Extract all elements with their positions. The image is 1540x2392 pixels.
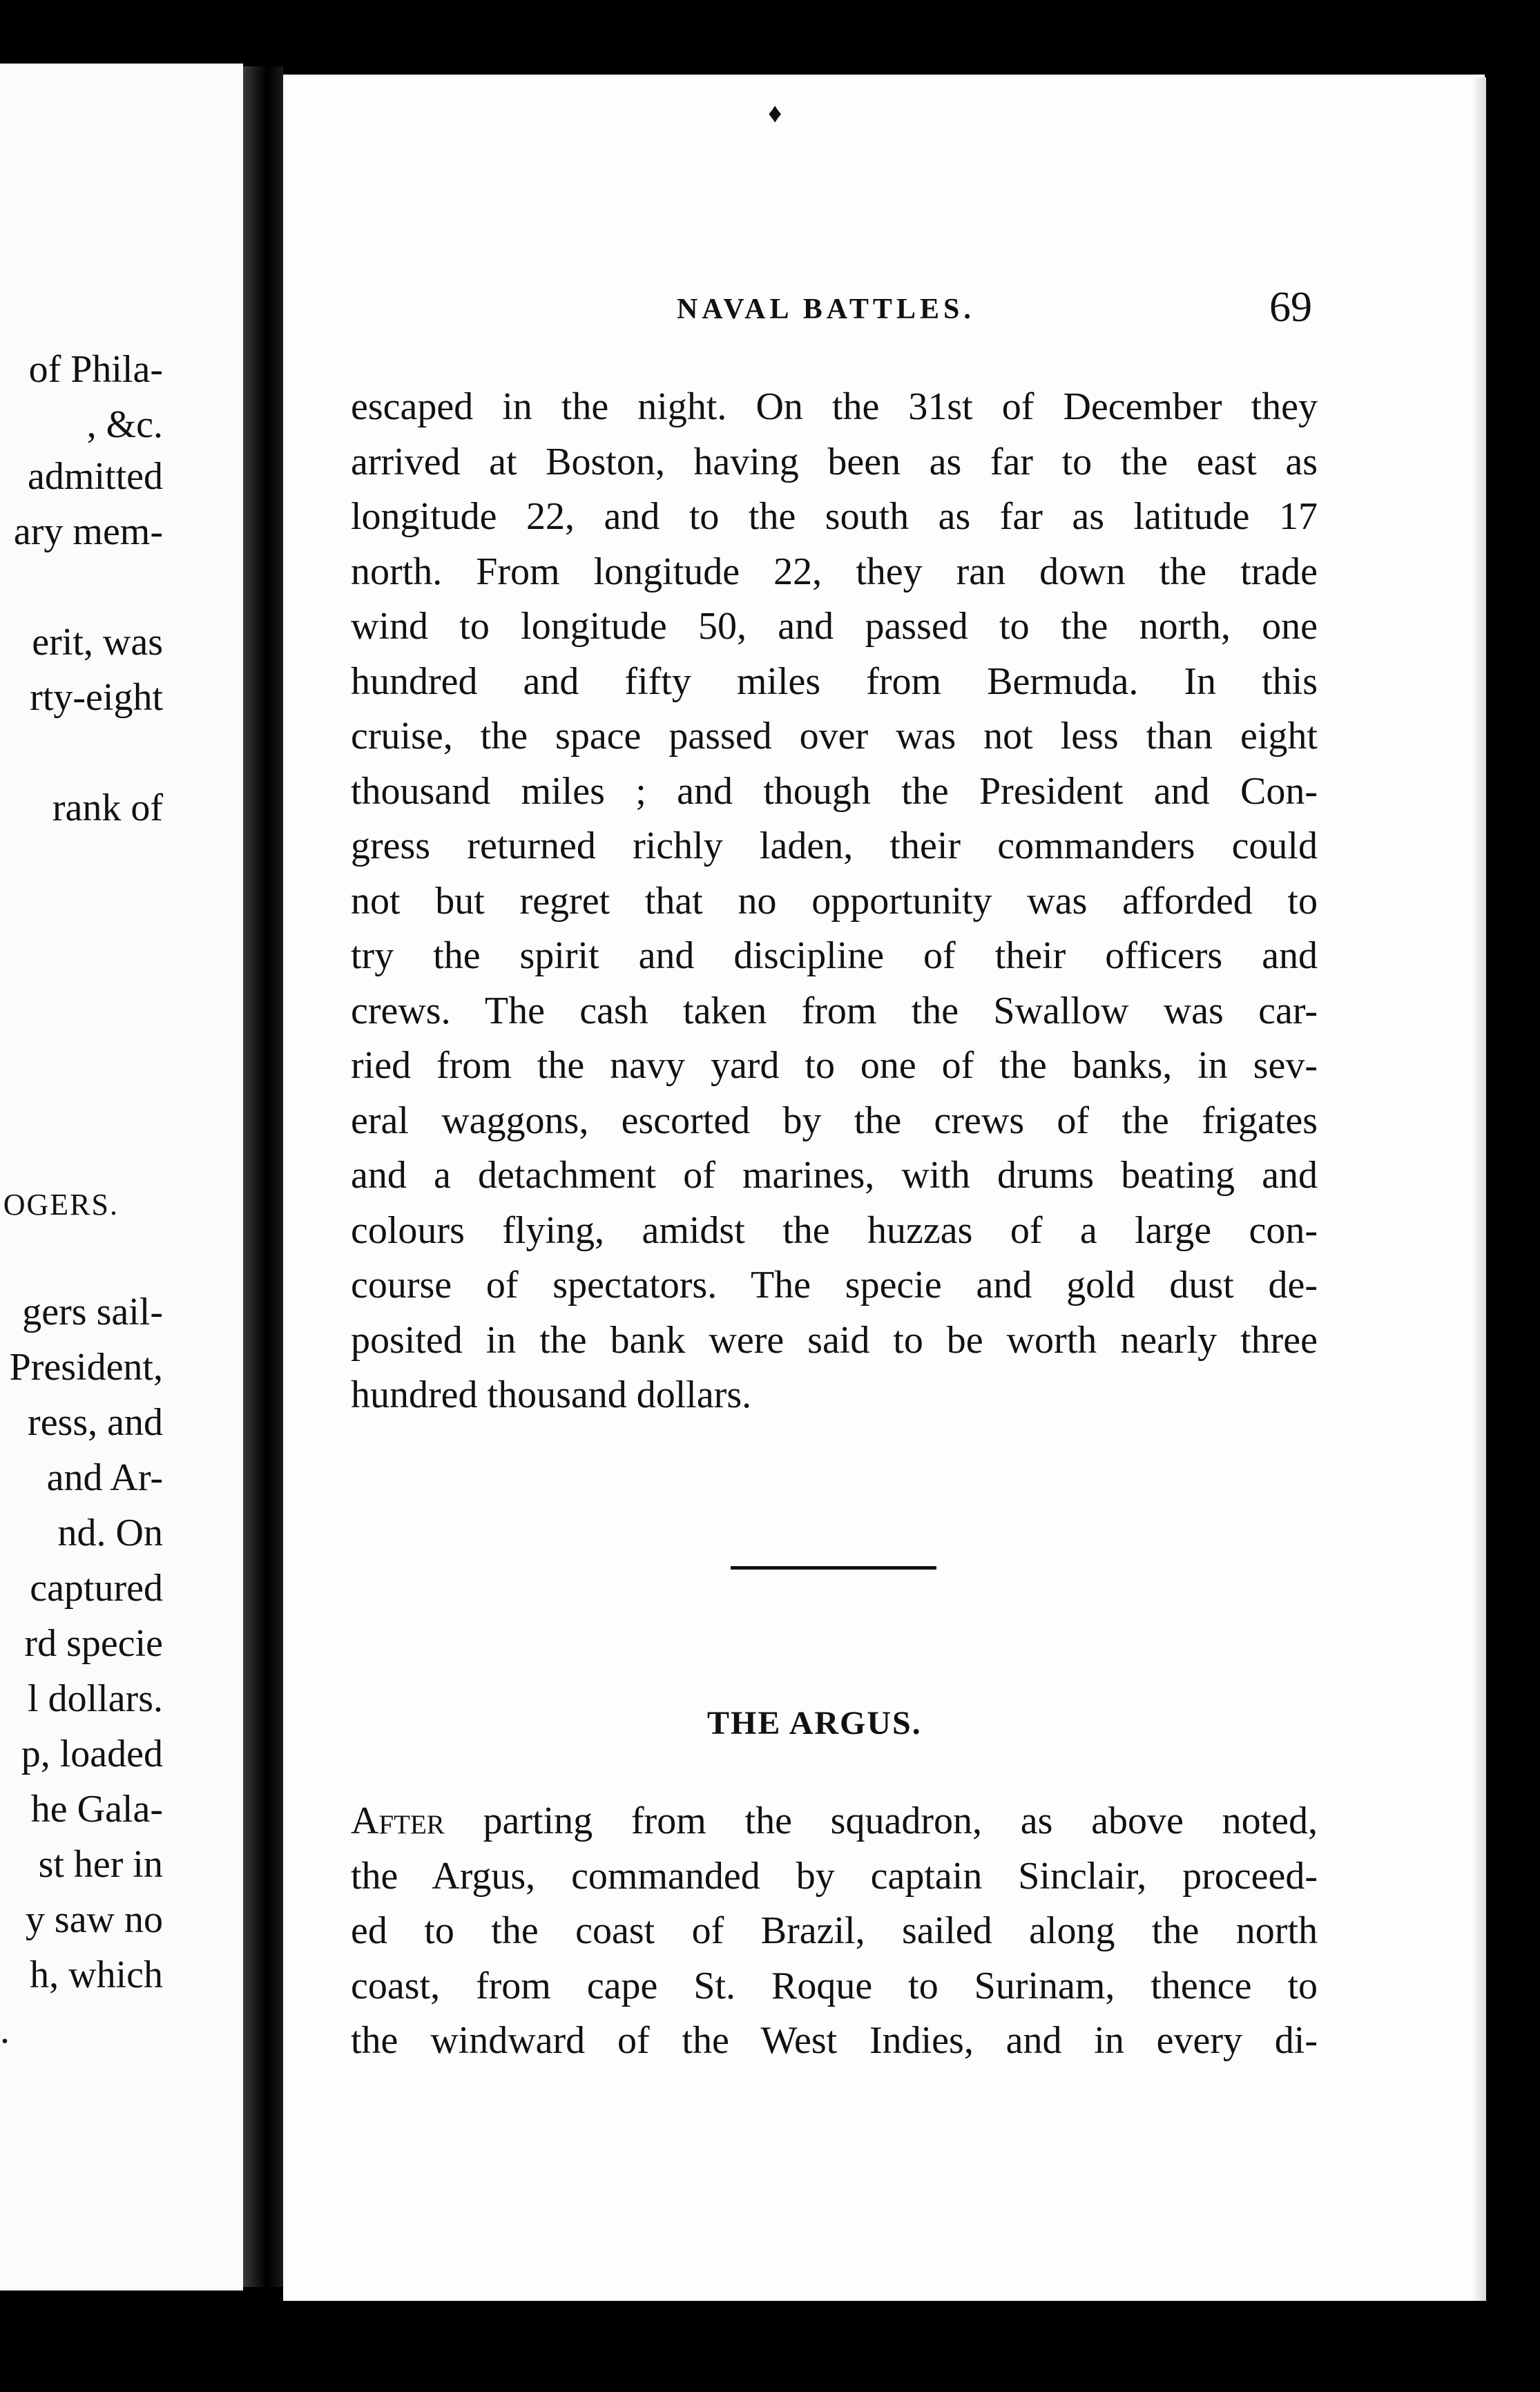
text-line: hundred thousand dollars. (351, 1373, 752, 1416)
left-page-line: of Phila- (28, 348, 163, 391)
left-page-line: OGERS. (3, 1188, 119, 1222)
text-line: colours flying, amidst the huzzas of a large con- (351, 1208, 1318, 1252)
text-line-rest: parting from the squadron, as above noted, (444, 1800, 1318, 1842)
text-line: thousand miles ; and though the President and Con- (351, 769, 1318, 813)
left-page-line: y saw no (25, 1898, 163, 1941)
text-line: eral waggons, escorted by the crews of the frigates (351, 1099, 1318, 1142)
left-page-line: h, which (30, 1954, 163, 1996)
left-page-line: p, loaded (21, 1733, 163, 1775)
book-spine (243, 66, 283, 2287)
text-line: arrived at Boston, having been as far to the east as (351, 440, 1318, 483)
left-page-line: nd. On (57, 1512, 163, 1554)
page-edge (1471, 77, 1486, 2301)
text-line: ed to the coast of Brazil, sailed along the north (351, 1909, 1318, 1952)
lead-word: After (351, 1800, 445, 1842)
text-line: wind to longitude 50, and passed to the north, one (351, 605, 1318, 648)
text-line: try the spirit and discipline of their officers and (351, 934, 1318, 977)
left-page-line: captured (30, 1567, 163, 1610)
text-line: ried from the navy yard to one of the banks, in sev- (351, 1044, 1318, 1087)
text-line: course of spectators. The specie and gold dust de- (351, 1264, 1318, 1306)
text-line: and a detachment of marines, with drums beating and (351, 1154, 1318, 1197)
text-line: posited in the bank were said to be worth nearly three (351, 1318, 1318, 1362)
running-head: NAVAL BATTLES. (677, 293, 975, 325)
text-line: coast, from cape St. Roque to Surinam, thence to (351, 1964, 1318, 2007)
text-line: hundred and fifty miles from Bermuda. In this (351, 659, 1318, 703)
printer-mark: ♦ (768, 97, 782, 128)
paragraph-escaped (351, 380, 1318, 1423)
text-line: north. From longitude 22, they ran down the trade (351, 550, 1318, 593)
text-line: gress returned richly laden, their commanders could (351, 824, 1318, 867)
text-line: crews. The cash taken from the Swallow was car- (351, 989, 1318, 1032)
left-page-line: and Ar- (46, 1456, 163, 1499)
left-page-line: ress, and (28, 1401, 163, 1444)
left-page-line: . (0, 2009, 10, 2052)
left-page-line: gers sail- (22, 1291, 163, 1333)
text-line (351, 1794, 1318, 1849)
section-title: THE ARGUS. (707, 1705, 922, 1742)
left-page-line: rd specie (24, 1622, 163, 1665)
text-line: escaped in the night. On the 31st of December they (351, 385, 1318, 428)
left-page-line: President, (9, 1346, 163, 1389)
left-page-line: l dollars. (28, 1677, 163, 1720)
paragraph-argus (351, 1794, 1318, 2069)
left-page-line: ary mem- (13, 510, 163, 553)
left-page-line: rank of (52, 787, 163, 829)
left-page-line: st her in (38, 1843, 163, 1886)
left-page-line: admitted (28, 455, 163, 498)
text-line: the windward of the West Indies, and in every di- (351, 2019, 1318, 2062)
page-number: 69 (1269, 284, 1312, 331)
left-page-line: erit, was (32, 621, 163, 664)
section-divider (731, 1566, 936, 1570)
text-line: not but regret that no opportunity was afforded to (351, 879, 1318, 923)
text-line: cruise, the space passed over was not less than eight (351, 715, 1318, 758)
left-page-line: , &c. (86, 403, 163, 446)
left-page-line: rty-eight (30, 676, 163, 719)
text-line: longitude 22, and to the south as far as latitude 17 (351, 495, 1318, 538)
left-page-line: he Gala- (30, 1788, 163, 1831)
text-line: the Argus, commanded by captain Sinclair, proceed- (351, 1854, 1318, 1898)
left-page-fragment (0, 64, 243, 2290)
